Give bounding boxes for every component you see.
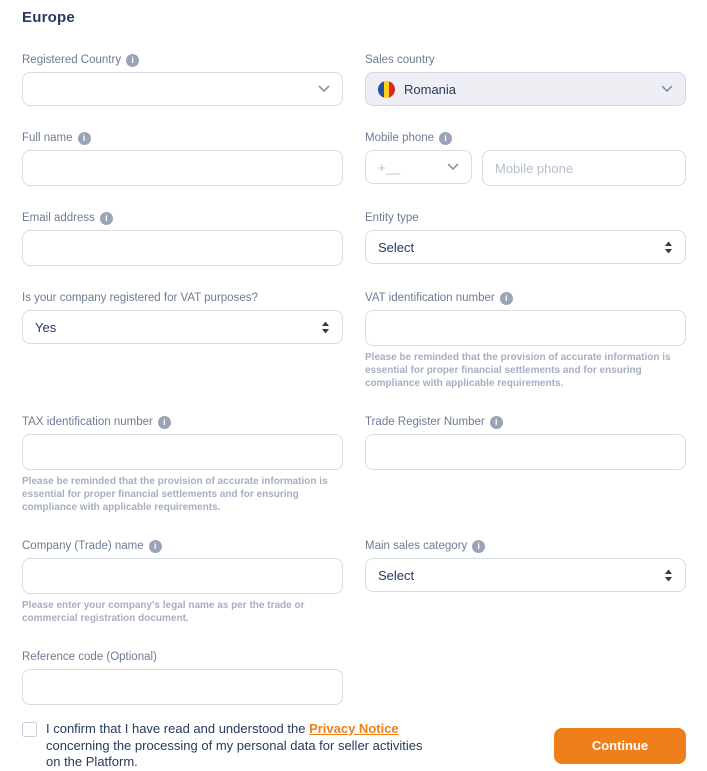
chevron-down-icon [447,163,459,171]
registered-country-label: Registered Country [22,54,122,66]
page-title: Europe [22,9,75,26]
vat-number-label: VAT identification number [365,292,495,304]
mobile-phone-label: Mobile phone [365,132,435,144]
tax-number-helper: Please be reminded that the provision of accurate information is essential for proper financial settlements and for ensuring compliance with applicable requirements. [22,476,328,513]
trade-register-label: Trade Register Number [365,416,485,428]
field-entity-type [365,212,686,264]
field-main-sales-category [365,540,686,592]
registration-form [0,26,707,705]
main-sales-category-select[interactable] [365,558,686,592]
sales-country-label: Sales country [365,54,435,66]
vat-registered-value: Yes [35,319,57,335]
field-mobile-phone [365,132,686,186]
consent-text-after: concerning the processing of my personal data for seller activities on the Platform. [46,737,423,769]
main-sales-category-label: Main sales category [365,540,468,552]
field-email-address [22,212,343,266]
entity-type-label: Entity type [365,212,419,224]
entity-type-select[interactable] [365,230,686,264]
info-icon[interactable] [78,132,91,145]
trade-register-input[interactable] [365,434,686,470]
info-icon[interactable] [149,540,162,553]
romania-flag-icon [378,81,395,98]
sales-country-value: Romania [404,81,457,97]
reference-code-label: Reference code (Optional) [22,651,157,663]
field-full-name [22,132,343,186]
field-reference-code [22,651,343,705]
form-footer [0,705,707,771]
info-icon[interactable] [500,292,513,305]
select-arrows-icon [664,569,673,582]
full-name-input[interactable] [22,150,343,186]
info-icon[interactable] [158,416,171,429]
continue-button[interactable]: Continue [554,728,686,764]
phone-prefix-select[interactable] [365,150,472,184]
email-address-input[interactable] [22,230,343,266]
info-icon[interactable] [100,212,113,225]
chevron-down-icon [661,85,673,93]
tax-number-label: TAX identification number [22,416,153,428]
entity-type-value: Select [378,239,415,255]
vat-number-input[interactable] [365,310,686,346]
company-name-helper: Please enter your company's legal name as per the trade or commercial registration document. [22,600,305,624]
email-address-label: Email address [22,212,95,224]
field-vat-number [365,292,686,390]
vat-number-helper: Please be reminded that the provision of accurate information is essential for proper financial settlements and for ensuring compliance with applicable requirements. [365,352,671,389]
sales-country-select[interactable] [365,72,686,106]
vat-registered-select[interactable] [22,310,343,344]
privacy-notice-link[interactable]: Privacy Notice [309,721,399,736]
field-vat-registered [22,292,343,344]
mobile-phone-input[interactable] [482,150,686,186]
info-icon[interactable] [472,540,485,553]
privacy-consent-checkbox[interactable] [22,722,37,737]
reference-code-input[interactable] [22,669,343,705]
info-icon[interactable] [490,416,503,429]
consent-row [22,721,434,771]
consent-text-before: I confirm that I have read and understood the [46,721,310,736]
field-sales-country [365,54,686,106]
vat-registered-label: Is your company registered for VAT purposes? [22,292,258,304]
chevron-down-icon [318,85,330,93]
phone-prefix-placeholder: +__ [378,159,401,175]
select-arrows-icon [321,321,330,334]
field-company-name [22,540,343,625]
select-arrows-icon [664,241,673,254]
tax-number-input[interactable] [22,434,343,470]
consent-text [46,721,434,771]
company-name-input[interactable] [22,558,343,594]
info-icon[interactable] [126,54,139,67]
field-registered-country [22,54,343,106]
field-trade-register [365,416,686,470]
registered-country-select[interactable] [22,72,343,106]
field-tax-number [22,416,343,514]
full-name-label: Full name [22,132,73,144]
main-sales-category-value: Select [378,567,415,583]
company-name-label: Company (Trade) name [22,540,144,552]
info-icon[interactable] [439,132,452,145]
